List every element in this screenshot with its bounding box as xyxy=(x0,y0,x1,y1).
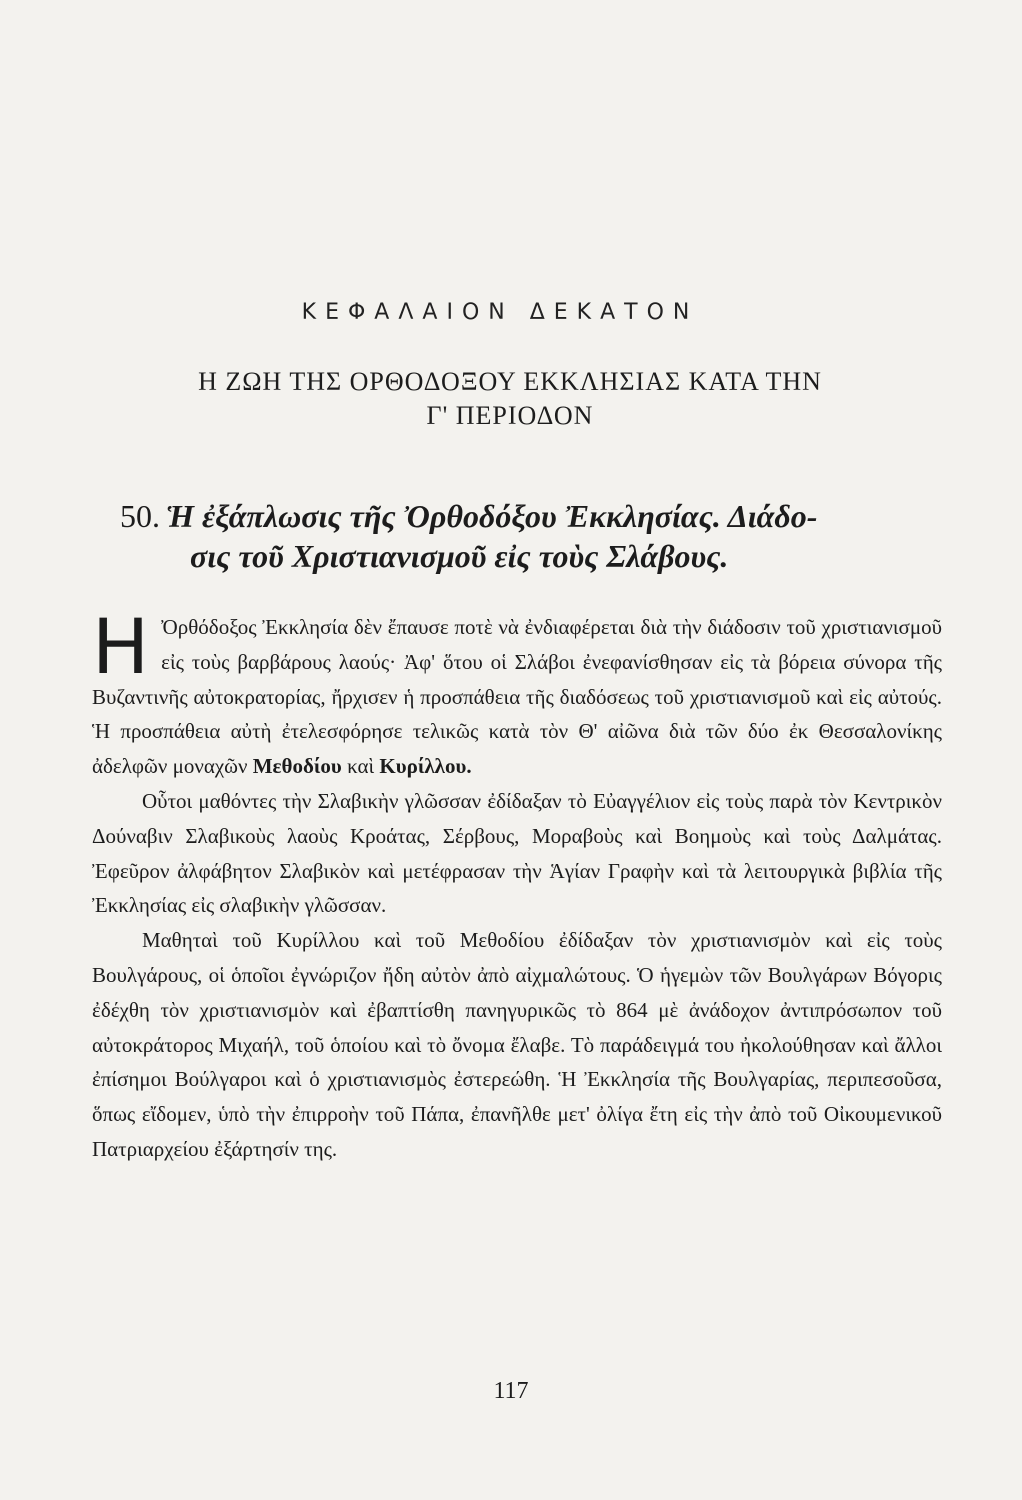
chapter-title-line-2: Γ' ΠΕΡΙΟΔΟΝ xyxy=(426,401,594,430)
paragraph-1-text-a: Ὀρθόδοξος Ἐκκλησία δὲν ἔπαυσε ποτὲ νὰ ἐνδιαφέρεται διὰ τὴν διάδοσιν τοῦ χριστιανισμοῦ εἰς τοὺς βαρβάρους λαούς· Ἀφ' ὅτου οἱ Σλάβοι ἐνεφανίσθησαν εἰς τὰ βόρεια σύνορα τῆς Βυζαντινῆς αὐτοκρατορίας, ἤρχισεν ἡ προσπάθεια τῆς διαδόσεως τοῦ χριστιανισμοῦ καὶ εἰς αὐτούς. Ἡ προσπάθεια αὐτὴ ἐτελεσφόρησε τελικῶς κατὰ τὸν Θ' αἰῶνα διὰ τῶν δύο ἐκ Θεσσαλονίκης ἀδελφῶν μοναχῶν xyxy=(92,615,942,779)
chapter-title xyxy=(60,365,960,433)
paragraph-1 xyxy=(92,602,942,784)
page-number: 117 xyxy=(493,1378,529,1404)
name-methodius: Μεθοδίου xyxy=(252,754,342,779)
paragraph-3: Μαθηταὶ τοῦ Κυρίλλου καὶ τοῦ Μεθοδίου ἐδίδαξαν τὸν χριστιανισμὸν καὶ εἰς τοὺς Βουλγάρους, οἱ ὁποῖοι ἐγνώριζον ἤδη αὐτὸν ἀπὸ αἰχμαλώτους. Ὁ ἡγεμὼν τῶν Βουλγάρων Βόγορις ἐδέχθη τὸν χριστιανισμὸν καὶ ἐβαπτίσθη πανηγυρικῶς τὸ 864 μὲ ἀνάδοχον ἀντιπρόσωπον τοῦ αὐτοκράτορος Μιχαήλ, τοῦ ὁποίου καὶ τὸ ὄνομα ἔλαβε. Τὸ παράδειγμά του ἠκολούθησαν καὶ ἄλλοι ἐπίσημοι Βούλγαροι καὶ ὁ χριστιανισμὸς ἐστερεώθη. Ἡ Ἐκκλησία τῆς Βουλγαρίας, περιπεσοῦσα, ὅπως εἴδομεν, ὑπὸ τὴν ἐπιρροὴν τοῦ Πάπα, ἐπανῆλθε μετ' ὀλίγα ἔτη εἰς τὴν ἀπὸ τοῦ Οἰκουμενικοῦ Πατριαρχείου ἐξάρτησίν της. xyxy=(92,928,942,1161)
section-heading-line-2: σις τοῦ Χριστιανισμοῦ εἰς τοὺς Σλάβους. xyxy=(190,538,729,574)
chapter-title-line-1: Η ΖΩΗ ΤΗΣ ΟΡΘΟΔΟΞΟΥ ΕΚΚΛΗΣΙΑΣ ΚΑΤΑ ΤΗΝ xyxy=(198,367,822,396)
paragraph-2: Οὗτοι μαθόντες τὴν Σλαβικὴν γλῶσσαν ἐδίδαξαν τὸ Εὐαγγέλιον εἰς τοὺς παρὰ τὸν Κεντρικὸν Δούναβιν Σλαβικοὺς λαοὺς Κροάτας, Σέρβους, Μοραβοὺς καὶ Βοημοὺς καὶ τοὺς Δαλμάτας. Ἐφεῦρον ἀλφάβητον Σλαβικὸν καὶ μετέφρασαν τὴν Ἁγίαν Γραφὴν καὶ τὰ λειτουργικὰ βιβλία τῆς Ἐκκλησίας εἰς σλαβικὴν γλῶσσαν. xyxy=(92,788,942,918)
section-heading-line-1: Ἡ ἐξάπλωσις τῆς Ὀρθοδόξου Ἐκκλησίας. Διάδο- xyxy=(166,498,818,534)
body-text xyxy=(92,602,942,1167)
drop-cap: Η xyxy=(92,602,150,691)
paragraph-1-text-b: καὶ xyxy=(341,754,380,779)
chapter-label: ΚΕΦΑΛΑΙΟΝ ΔΕΚΑΤΟΝ xyxy=(301,300,699,325)
section-heading xyxy=(120,496,950,576)
name-cyril: Κυρίλλου. xyxy=(379,754,472,779)
section-number: 50. xyxy=(120,498,160,534)
